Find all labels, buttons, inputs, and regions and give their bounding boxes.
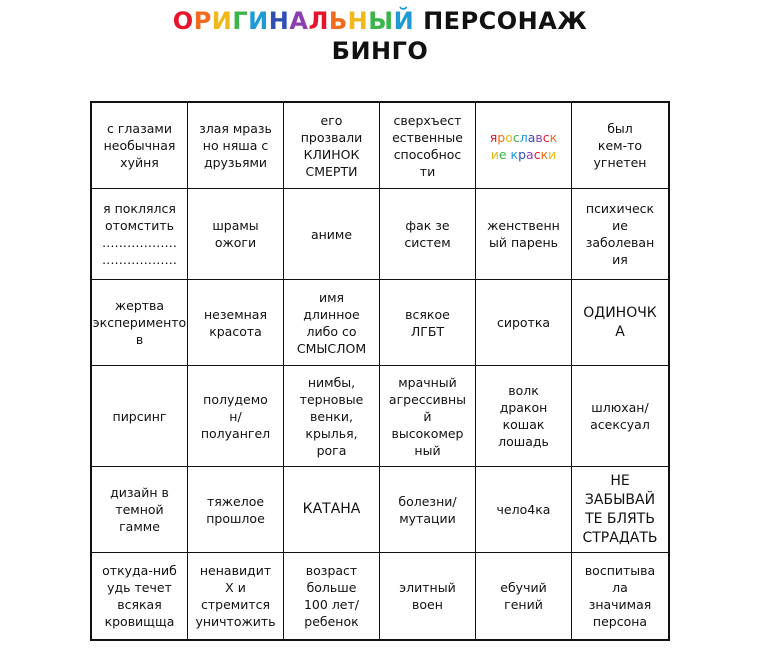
bingo-cell: сиротка <box>476 280 572 366</box>
bingo-cell: фак зе систем <box>380 189 476 280</box>
bingo-cell: ебучий гений <box>476 553 572 639</box>
bingo-cell: сверхъест ественные способнос ти <box>380 103 476 189</box>
bingo-cell: НЕ ЗАБЫВАЙ ТЕ БЛЯТЬ СТРАДАТЬ <box>572 467 668 553</box>
bingo-cell: злая мразь но няша с друзьями <box>188 103 284 189</box>
bingo-cell: откуда-ниб удь течет всякая кровищща <box>92 553 188 639</box>
bingo-cell: шлюхан/ асексуал <box>572 366 668 467</box>
bingo-cell: с глазами необычная хуйня <box>92 103 188 189</box>
title-line-2: БИНГО <box>331 37 429 65</box>
bingo-cell: КАТАНА <box>284 467 380 553</box>
bingo-cell: всякое ЛГБТ <box>380 280 476 366</box>
bingo-cell: ОДИНОЧК А <box>572 280 668 366</box>
bingo-cell: я поклялся отомстить ……………… ……………… <box>92 189 188 280</box>
bingo-cell: воспитыва ла значимая персона <box>584 563 656 629</box>
bingo-cell: пирсинг <box>92 366 188 467</box>
bingo-cell: аниме <box>284 189 380 280</box>
bingo-cell: психическ ие заболеван ия <box>572 189 668 280</box>
bingo-cell: имя длинное либо со СМЫСЛОМ <box>284 280 380 366</box>
bingo-cell: неземная красота <box>188 280 284 366</box>
title-rest-word: ПЕРСОНАЖ <box>414 7 588 35</box>
bingo-cell: возраст больше 100 лет/ ребенок <box>284 553 380 639</box>
bingo-cell: нимбы, терновые венки, крылья, рога <box>284 366 380 467</box>
bingo-cell: мрачный агрессивны й высокомер ный <box>380 366 476 467</box>
rainbow-cell-text: ярославск ие краски <box>489 129 558 162</box>
bingo-cell: ненавидит Х и стремится уничтожить <box>188 553 284 639</box>
bingo-cell: волк дракон кошак лошадь <box>476 366 572 467</box>
bingo-cell: был кем-то угнетен <box>572 103 668 189</box>
bingo-cell: тяжелое прошлое <box>188 467 284 553</box>
bingo-cell: полудемо н/ полуангел <box>188 366 284 467</box>
bingo-cell-rainbow <box>476 103 572 189</box>
bingo-cell: его прозвали КЛИНОК СМЕРТИ <box>284 103 380 189</box>
title-line-1 <box>0 6 760 36</box>
bingo-cell: болезни/ мутации <box>380 467 476 553</box>
page-title <box>0 6 760 66</box>
bingo-grid <box>90 101 670 641</box>
bingo-cell: шрамы ожоги <box>188 189 284 280</box>
bingo-cell: жертва эксперименто в <box>92 280 188 366</box>
title-rainbow-word: ОРИГИНАЛЬНЫЙ <box>172 7 415 35</box>
bingo-cell: чело4ка <box>476 467 572 553</box>
bingo-cell: женственн ый парень <box>476 189 572 280</box>
bingo-cell: элитный воен <box>380 553 476 639</box>
bingo-cell: дизайн в темной гамме <box>92 467 188 553</box>
